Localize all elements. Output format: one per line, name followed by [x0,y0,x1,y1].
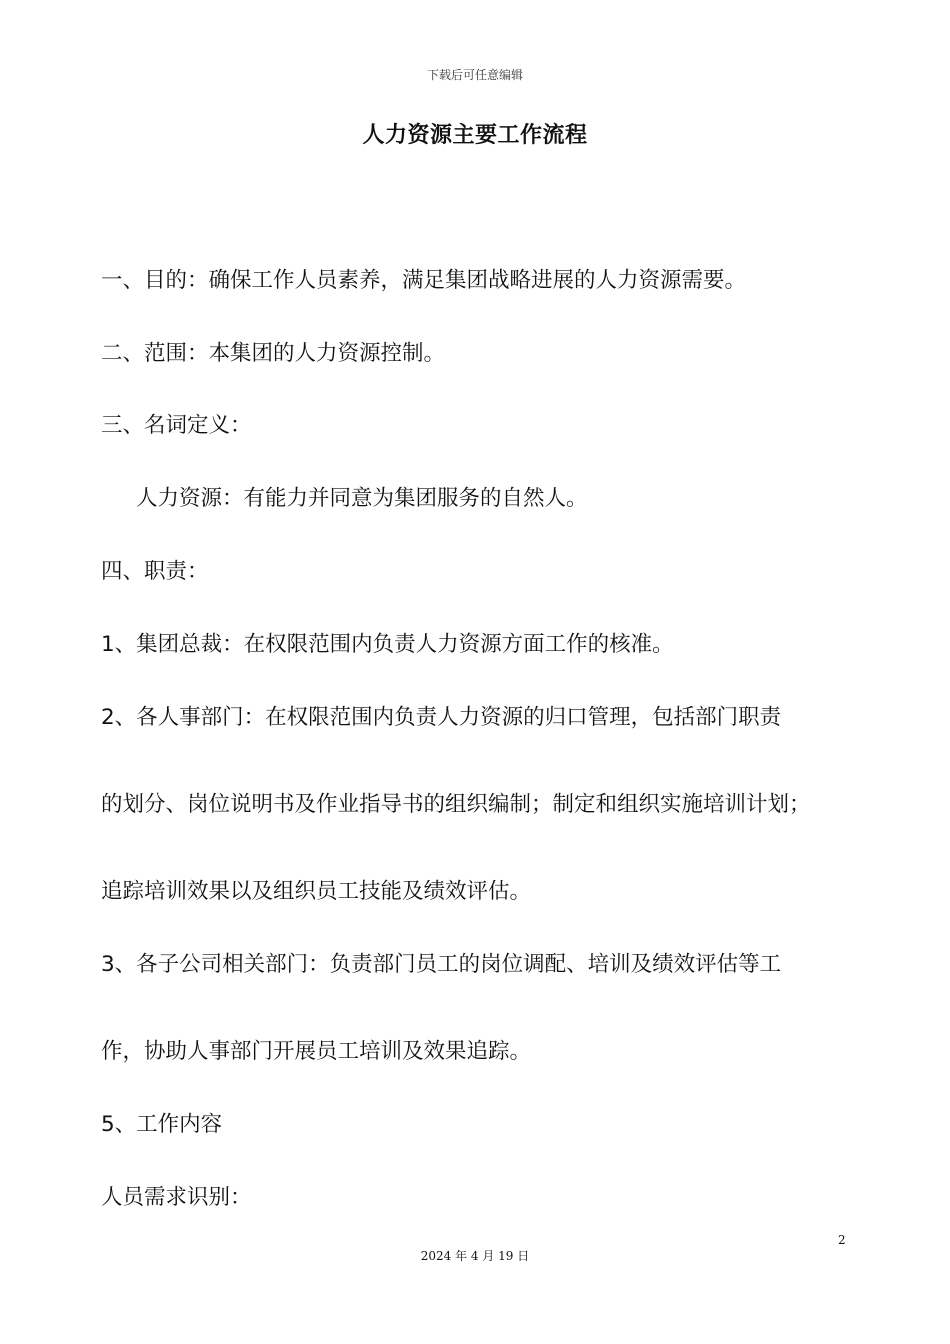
paragraph-demand-identification: 人员需求识别： [101,1185,252,1210]
paragraph-definition-hr: 人力资源：有能力并同意为集团服务的自然人。 [136,486,588,511]
paragraph-responsibility-subsidiary-line1: 3、各子公司相关部门：负责部门员工的岗位调配、培训及绩效评估等工 [101,952,782,977]
paragraph-purpose: 一、目的：确保工作人员素养，满足集团战略进展的人力资源需要。 [101,268,747,293]
page-date: 2024 年 4 月 19 日 [420,1249,530,1263]
paragraph-responsibility-hr-line1: 2、各人事部门：在权限范围内负责人力资源的归口管理，包括部门职责 [101,705,782,730]
paragraph-responsibility-subsidiary-line2: 作，协助人事部门开展员工培训及效果追踪。 [101,1039,532,1064]
paragraph-work-content-heading: 5、工作内容 [101,1112,223,1137]
paragraph-responsibilities-heading: 四、职责： [101,559,209,584]
paragraph-responsibility-hr-line3: 追踪培训效果以及组织员工技能及绩效评估。 [101,879,532,904]
paragraph-scope: 二、范围：本集团的人力资源控制。 [101,341,446,366]
paragraph-definitions-heading: 三、名词定义： [101,413,252,438]
page-number: 2 [838,1233,846,1247]
page-header-note: 下载后可任意编辑 [426,68,523,82]
paragraph-responsibility-hr-line2: 的划分、岗位说明书及作业指导书的组织编制；制定和组织实施培训计划； [101,792,811,817]
document-title: 人力资源主要工作流程 [362,123,588,148]
paragraph-responsibility-president: 1、集团总裁：在权限范围内负责人力资源方面工作的核准。 [101,632,674,657]
